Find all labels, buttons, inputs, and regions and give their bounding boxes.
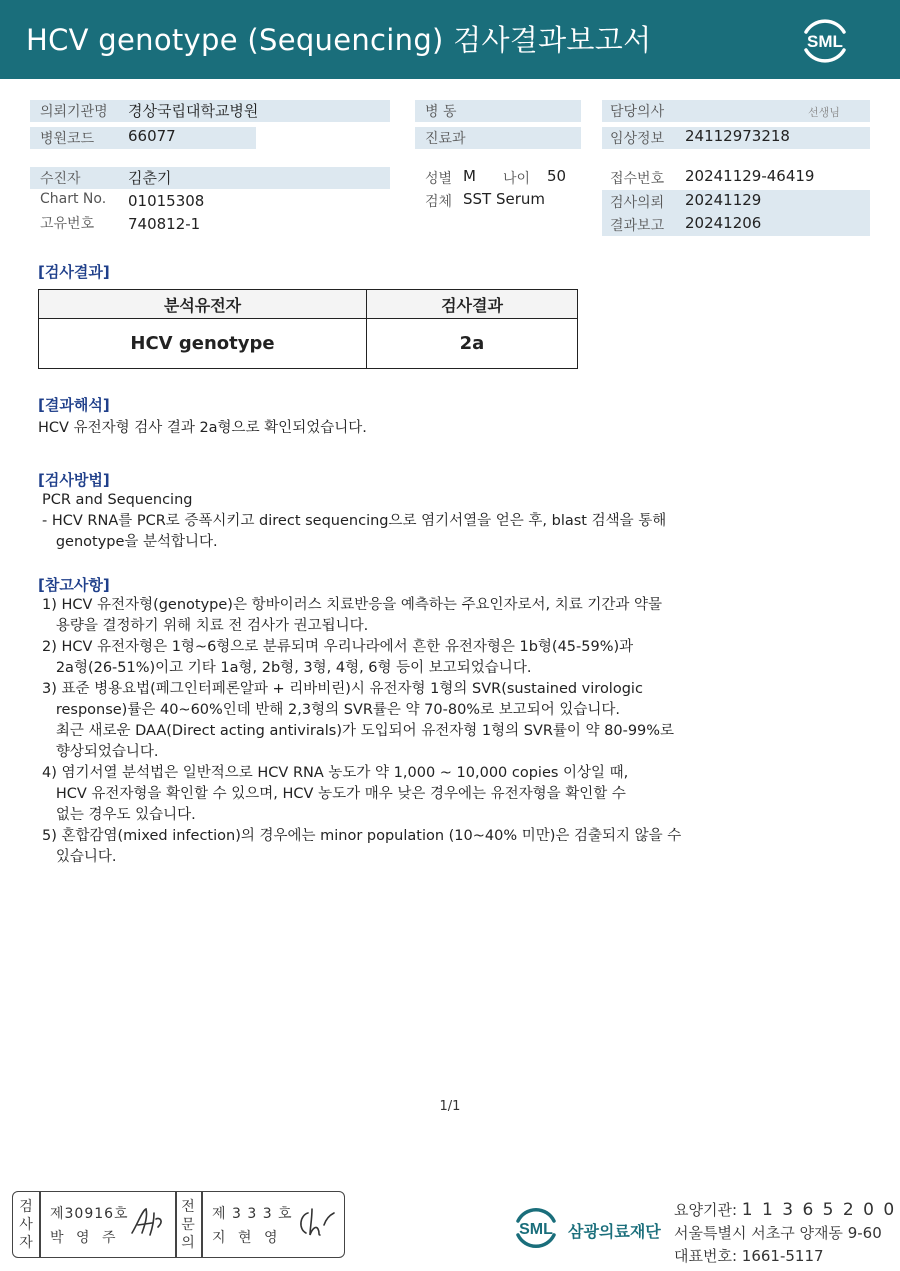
age-value: 50 [547,167,567,185]
method-line: - HCV RNA를 PCR로 증폭시키고 direct sequencing으로 염기서열을 얻은 후, blast 검색을 통해 [42,513,667,529]
org-name: 삼광의료재단 [568,1222,661,1241]
examiner-signature-icon [128,1205,168,1239]
note-line: 2a형(26-51%)이고 기타 1a형, 2b형, 3형, 4형, 6형 등이 보고되었습니다. [42,660,532,676]
ward-label: 병 동 [425,104,457,120]
note-line: response)률은 40~60%인데 반해 2,3형의 SVR률은 약 70-80%로 보고되어 있습니다. [42,702,620,718]
doctor-suffix: 선생님 [808,106,840,119]
org-phone: 대표번호: 1661-5117 [674,1247,824,1265]
sex-label: 성별 [425,171,453,187]
unique-no-value: 740812-1 [128,215,201,233]
specialist-license-no: 제 3 3 3 호 [212,1206,293,1222]
signature-divider [175,1191,177,1258]
result-header-row [39,290,578,319]
report-header [0,0,900,79]
org-address: 서울특별시 서초구 양재동 9-60 [674,1224,882,1242]
method-line: genotype을 분석합니다. [42,534,218,550]
clinical-info-value: 24112973218 [685,127,790,145]
doctor-label: 담당의사 [610,104,665,120]
report-date-label: 결과보고 [610,218,665,234]
chart-no-value: 01015308 [128,192,205,210]
receipt-no-label: 접수번호 [610,171,665,187]
result-section-title: [검사결과] [38,263,110,281]
patient-label: 수진자 [40,171,81,187]
request-date-label: 검사의뢰 [610,195,665,211]
method-line: PCR and Sequencing [42,492,193,508]
signature-divider [201,1191,203,1258]
gene-column-header: 분석유전자 [39,290,367,319]
unique-no-label: 고유번호 [40,216,95,232]
sml-footer-logo-text: SML [519,1221,553,1238]
note-line: 있습니다. [42,849,117,865]
page-number: 1/1 [439,1099,461,1114]
interpretation-section-title: [결과해석] [38,396,110,414]
genotype-result-cell: 2a [367,319,578,369]
examiner-license-no: 제30916호 [50,1206,129,1222]
gene-cell: HCV genotype [39,319,367,369]
patient-value: 김춘기 [128,169,172,187]
sex-value: M [463,167,476,185]
clinical-info-label: 임상정보 [610,131,665,147]
age-label: 나이 [503,171,531,187]
method-section-title: [검사방법] [38,471,110,489]
interpretation-text: HCV 유전자형 검사 결과 2a형으로 확인되었습니다. [38,420,367,436]
result-table [38,289,578,369]
department-label: 진료과 [425,131,466,147]
specimen-value: SST Serum [463,190,546,208]
report-title: HCV genotype (Sequencing) 검사결과보고서 [26,23,652,57]
patient-field-bg [30,167,390,189]
note-line: 3) 표준 병용요법(페그인터페론알파 + 리바비린)시 유전자형 1형의 SVR(sustained virologic [42,681,643,697]
note-line: HCV 유전자형을 확인할 수 있으며, HCV 농도가 매우 낮은 경우에는 유전자형을 확인할 수 [42,786,626,802]
signature-divider [39,1191,41,1258]
specimen-label: 검체 [425,194,453,210]
notes-section-title: [참고사항] [38,576,110,594]
institution-value: 경상국립대학교병원 [128,102,259,120]
specialist-name: 지 현 영 [212,1230,282,1246]
report-date-value: 20241206 [685,214,762,232]
specialist-signature-icon [294,1205,338,1241]
sml-logo-icon [796,12,854,68]
note-line: 최근 새로운 DAA(Direct acting antivirals)가 도입되어 유전자형 1형의 SVR률이 약 80-99%로 [42,723,675,739]
institution-label: 의뢰기관명 [40,104,108,120]
examiner-name: 박 영 주 [50,1230,120,1246]
request-date-value: 20241129 [685,191,762,209]
note-line: 없는 경우도 있습니다. [42,807,196,823]
note-line: 향상되었습니다. [42,744,159,760]
note-line: 용량을 결정하기 위해 치료 전 검사가 권고됩니다. [42,618,369,634]
sml-logo-text: SML [807,32,843,51]
sml-footer-logo-icon [510,1203,562,1251]
care-institution-number: 요양기관: 1 1 3 6 5 2 0 0 [674,1200,897,1220]
note-line: 2) HCV 유전자형은 1형~6형으로 분류되며 우리나라에서 흔한 유전자형은 1b형(45-59%)과 [42,639,634,655]
result-row [39,319,578,369]
note-line: 5) 혼합감염(mixed infection)의 경우에는 minor population (10~40% 미만)은 검출되지 않을 수 [42,828,682,844]
hospital-code-label: 병원코드 [40,131,95,147]
result-column-header: 검사결과 [367,290,578,319]
chart-no-label: Chart No. [40,191,107,207]
examiner-vertical-label: 검 사 자 [19,1199,33,1251]
note-line: 4) 염기서열 분석법은 일반적으로 HCV RNA 농도가 약 1,000 ~ 10,000 copies 이상일 때, [42,765,629,781]
note-line: 1) HCV 유전자형(genotype)은 항바이러스 치료반응을 예측하는 주요인자로서, 치료 기간과 약물 [42,597,663,613]
specialist-vertical-label: 전 문 의 [181,1199,195,1251]
hospital-code-value: 66077 [128,127,176,145]
receipt-no-value: 20241129-46419 [685,167,815,185]
